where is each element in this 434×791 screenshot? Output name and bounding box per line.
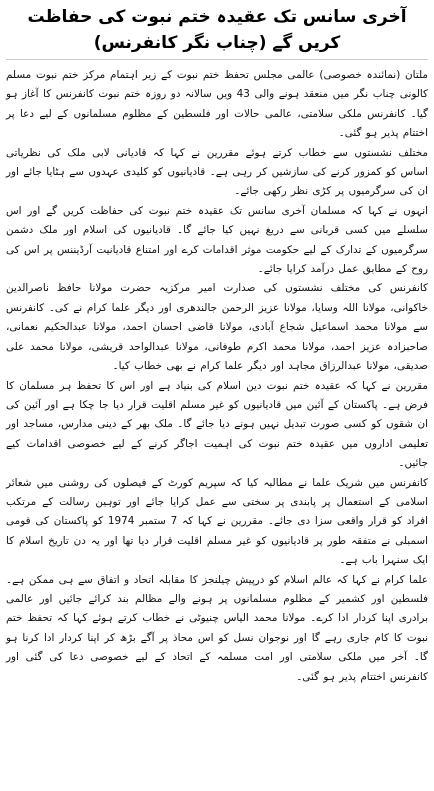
article-paragraph: ملتان (نمائندہ خصوصی) عالمی مجلس تحفظ ختم نبوت کے زیر اہتمام مرکز ختم نبوت مسلم کالونی چناب نگر میں منعقد ہونے والی 43 ویں سالانہ دو روزہ ختم نبوت کانفرنس کا آغاز ہو گیا۔ کانفرنس ملکی سلامتی، عالمی حالات اور فلسطین کے مظلوم مسلمانوں کے لیے دعا پر اختتام پذیر ہو گئی۔ — [6, 69, 428, 140]
article-paragraph: مختلف نشستوں سے خطاب کرتے ہوئے مقررین نے کہا کہ قادیانی لابی ملک کی نظریاتی اساس کو کمزور کرنے کی سازشیں کر رہی ہے۔ قادیانیوں کو کلیدی عہدوں سے ہٹایا جائے اور ان کی سرگرمیوں پر کڑی نظر رکھی جائے۔ — [6, 146, 428, 198]
article-paragraph: کانفرنس کی مختلف نشستوں کی صدارت امیر مرکزیہ حضرت مولانا حافظ ناصرالدین خاکوانی، مولانا اللہ وسایا، مولانا عزیز الرحمن جالندھری اور دیگر علما کرام نے کی۔ کانفرنس سے مولانا محمد اسماعیل شجاع آبادی، مولانا قاضی احسان احمد، مولانا عبدالحکیم نعمانی، صاحبزادہ عزیز احمد، مولانا محمد اکرم طوفانی، مولانا عبدالواحد قریشی، مولانا محمد علی صدیقی، مولانا عبدالرزاق مجاہد اور دیگر علما کرام نے بھی خطاب کیا۔ — [6, 282, 428, 373]
article-paragraph: مقررین نے کہا کہ عقیدہ ختم نبوت دین اسلام کی بنیاد ہے اور اس کا تحفظ ہر مسلمان کا فرض ہے۔ پاکستان کے آئین میں قادیانیوں کو غیر مسلم اقلیت قرار دیا جا چکا ہے اور آئین کی ان شقوں کو کسی صورت تبدیل نہیں ہونے دیا جائے گا۔ ملک بھر کے دینی مدارس، مساجد اور تعلیمی اداروں میں عقیدہ ختم نبوت کی اہمیت اجاگر کرنے کے لیے خصوصی اقدامات کیے جائیں۔ — [6, 379, 428, 470]
article-paragraph: کانفرنس میں شریک علما نے مطالبہ کیا کہ سپریم کورٹ کے فیصلوں کی روشنی میں شعائر اسلامی کے استعمال پر پابندی پر سختی سے عمل کرایا جائے اور توہین رسالت کے مرتکب افراد کو قرار واقعی سزا دی جائے۔ مقررین نے کہا کہ 7 ستمبر 1974 کو پاکستان کی قومی اسمبلی نے متفقہ طور پر قادیانیوں کو غیر مسلم اقلیت قرار دیا تھا اور یہ دن تاریخ اسلام کا ایک سنہرا باب ہے۔ — [6, 476, 428, 567]
article-body — [6, 66, 428, 687]
article-headline: آخری سانس تک عقیدہ ختم نبوت کی حفاظت کریں گے (چناب نگر کانفرنس) — [6, 4, 428, 60]
article-paragraph: انہوں نے کہا کہ مسلمان آخری سانس تک عقیدہ ختم نبوت کی حفاظت کریں گے اور اس سلسلے میں کسی قربانی سے دریغ نہیں کیا جائے گا۔ قادیانیوں کی اسلام اور ملک دشمن سرگرمیوں کے تدارک کے لیے حکومت موثر اقدامات کرے اور امتناع قادیانیت آرڈیننس پر اس کی روح کے مطابق عمل درآمد کرایا جائے۔ — [6, 204, 428, 276]
article-paragraph: علما کرام نے کہا کہ عالم اسلام کو درپیش چیلنجز کا مقابلہ اتحاد و اتفاق سے ہی ممکن ہے۔ فلسطین اور کشمیر کے مظلوم مسلمانوں پر ہونے والے مظالم بند کرائے جائیں اور عالمی برادری اپنا کردار ادا کرے۔ مولانا محمد الیاس چنیوٹی نے خطاب کرتے ہوئے کہا کہ تحفظ ختم نبوت کا کام جاری رہے گا اور نوجوان نسل کو اس محاذ پر آگے بڑھ کر اپنا کردار ادا کرنا ہو گا۔ آخر میں ملکی سلامتی اور امت مسلمہ کے اتحاد کے لیے خصوصی دعا کی گئی اور کانفرنس اختتام پذیر ہو گئی۔ — [6, 573, 428, 683]
